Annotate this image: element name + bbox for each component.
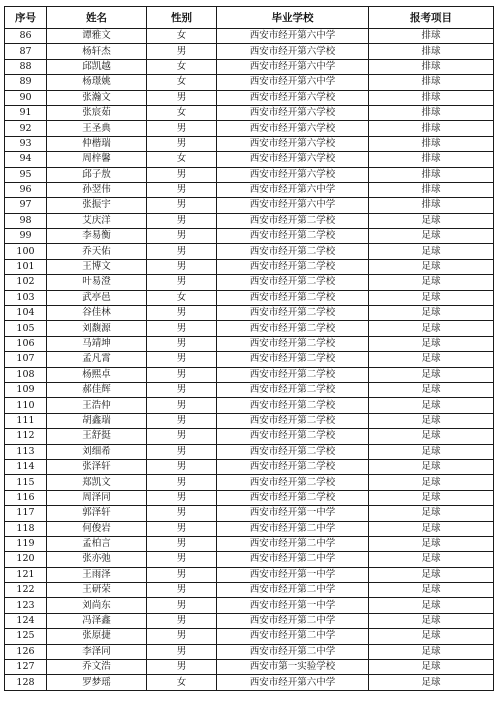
cell-graduation-school: 西安市经开第六中学 [217, 198, 369, 213]
cell-name: 张亦弛 [47, 552, 147, 567]
cell-name: 郝佳辉 [47, 382, 147, 397]
cell-name: 孟凡霄 [47, 352, 147, 367]
table-row [5, 75, 494, 90]
cell-serial-number: 125 [5, 629, 47, 644]
cell-exam-item: 足球 [369, 229, 494, 244]
cell-gender: 男 [147, 275, 217, 290]
cell-gender: 男 [147, 490, 217, 505]
cell-gender: 男 [147, 382, 217, 397]
cell-name: 郑凯文 [47, 475, 147, 490]
cell-gender: 男 [147, 244, 217, 259]
cell-name: 马靖坤 [47, 336, 147, 351]
cell-graduation-school: 西安市经开第六学校 [217, 152, 369, 167]
cell-serial-number: 105 [5, 321, 47, 336]
cell-gender: 女 [147, 675, 217, 690]
cell-name: 张泽轩 [47, 459, 147, 474]
cell-exam-item: 排球 [369, 182, 494, 197]
table-row [5, 306, 494, 321]
cell-gender: 男 [147, 352, 217, 367]
cell-exam-item: 足球 [369, 613, 494, 628]
cell-graduation-school: 西安市经开第二中学 [217, 552, 369, 567]
table-row [5, 275, 494, 290]
cell-graduation-school: 西安市经开第二学校 [217, 306, 369, 321]
cell-serial-number: 107 [5, 352, 47, 367]
cell-name: 王博文 [47, 259, 147, 274]
table-row [5, 90, 494, 105]
cell-name: 刘尚东 [47, 598, 147, 613]
table-row [5, 675, 494, 690]
cell-serial-number: 123 [5, 598, 47, 613]
cell-exam-item: 排球 [369, 90, 494, 105]
cell-gender: 男 [147, 413, 217, 428]
cell-serial-number: 96 [5, 182, 47, 197]
cell-name: 张宸茹 [47, 105, 147, 120]
cell-exam-item: 排球 [369, 29, 494, 44]
cell-graduation-school: 西安市经开第二学校 [217, 367, 369, 382]
table-row [5, 459, 494, 474]
cell-serial-number: 91 [5, 105, 47, 120]
cell-name: 冯泽鑫 [47, 613, 147, 628]
table-row [5, 644, 494, 659]
cell-gender: 女 [147, 290, 217, 305]
cell-gender: 男 [147, 90, 217, 105]
cell-gender: 男 [147, 459, 217, 474]
cell-serial-number: 101 [5, 259, 47, 274]
table-row [5, 598, 494, 613]
cell-exam-item: 足球 [369, 352, 494, 367]
table-row [5, 213, 494, 228]
table-row [5, 382, 494, 397]
cell-name: 李泽同 [47, 644, 147, 659]
cell-graduation-school: 西安市经开第六学校 [217, 167, 369, 182]
cell-name: 孙翌伟 [47, 182, 147, 197]
cell-gender: 男 [147, 167, 217, 182]
cell-name: 邱子敖 [47, 167, 147, 182]
cell-gender: 男 [147, 398, 217, 413]
table-row [5, 336, 494, 351]
cell-serial-number: 119 [5, 536, 47, 551]
cell-serial-number: 114 [5, 459, 47, 474]
table-row [5, 629, 494, 644]
cell-serial-number: 104 [5, 306, 47, 321]
cell-serial-number: 95 [5, 167, 47, 182]
table-row [5, 152, 494, 167]
cell-gender: 男 [147, 259, 217, 274]
cell-gender: 男 [147, 429, 217, 444]
table-row [5, 444, 494, 459]
cell-serial-number: 103 [5, 290, 47, 305]
cell-exam-item: 足球 [369, 306, 494, 321]
cell-gender: 男 [147, 367, 217, 382]
cell-exam-item: 足球 [369, 444, 494, 459]
cell-graduation-school: 西安市经开第二学校 [217, 290, 369, 305]
table-row [5, 583, 494, 598]
cell-gender: 男 [147, 629, 217, 644]
cell-gender: 男 [147, 121, 217, 136]
table-row [5, 475, 494, 490]
cell-graduation-school: 西安市经开第六学校 [217, 90, 369, 105]
cell-exam-item: 足球 [369, 629, 494, 644]
cell-gender: 女 [147, 59, 217, 74]
cell-name: 李易衡 [47, 229, 147, 244]
cell-name: 张瀚文 [47, 90, 147, 105]
cell-name: 王圣典 [47, 121, 147, 136]
cell-name: 张原捷 [47, 629, 147, 644]
cell-graduation-school: 西安市经开第二学校 [217, 259, 369, 274]
cell-serial-number: 127 [5, 660, 47, 675]
cell-graduation-school: 西安市经开第二学校 [217, 398, 369, 413]
cell-name: 周梓馨 [47, 152, 147, 167]
cell-exam-item: 足球 [369, 382, 494, 397]
cell-exam-item: 足球 [369, 644, 494, 659]
cell-name: 谭雅文 [47, 29, 147, 44]
cell-gender: 女 [147, 152, 217, 167]
cell-exam-item: 足球 [369, 490, 494, 505]
table-row [5, 290, 494, 305]
table-row [5, 536, 494, 551]
cell-exam-item: 足球 [369, 459, 494, 474]
cell-gender: 男 [147, 552, 217, 567]
cell-serial-number: 118 [5, 521, 47, 536]
cell-graduation-school: 西安市经开第六学校 [217, 121, 369, 136]
table-row [5, 244, 494, 259]
table-row [5, 182, 494, 197]
cell-graduation-school: 西安市经开第一中学 [217, 598, 369, 613]
cell-serial-number: 113 [5, 444, 47, 459]
cell-name: 周泽同 [47, 490, 147, 505]
cell-serial-number: 122 [5, 583, 47, 598]
cell-gender: 男 [147, 444, 217, 459]
cell-exam-item: 足球 [369, 244, 494, 259]
header-graduation-school: 毕业学校 [217, 7, 369, 29]
cell-name: 王研荣 [47, 583, 147, 598]
cell-exam-item: 排球 [369, 152, 494, 167]
table-header [5, 7, 494, 29]
table-row [5, 105, 494, 120]
table-row [5, 521, 494, 536]
table-row [5, 398, 494, 413]
cell-name: 邱凯越 [47, 59, 147, 74]
cell-gender: 男 [147, 44, 217, 59]
cell-exam-item: 足球 [369, 429, 494, 444]
cell-gender: 男 [147, 182, 217, 197]
cell-gender: 女 [147, 75, 217, 90]
cell-exam-item: 排球 [369, 198, 494, 213]
cell-graduation-school: 西安市经开第二中学 [217, 583, 369, 598]
cell-gender: 女 [147, 105, 217, 120]
cell-gender: 男 [147, 213, 217, 228]
cell-exam-item: 足球 [369, 475, 494, 490]
cell-graduation-school: 西安市经开第一中学 [217, 506, 369, 521]
cell-serial-number: 112 [5, 429, 47, 444]
cell-name: 乔天佑 [47, 244, 147, 259]
cell-gender: 男 [147, 136, 217, 151]
cell-graduation-school: 西安市经开第二中学 [217, 521, 369, 536]
cell-serial-number: 108 [5, 367, 47, 382]
cell-gender: 男 [147, 336, 217, 351]
table-row [5, 321, 494, 336]
cell-exam-item: 足球 [369, 259, 494, 274]
cell-graduation-school: 西安市经开第二学校 [217, 321, 369, 336]
cell-exam-item: 排球 [369, 59, 494, 74]
cell-serial-number: 98 [5, 213, 47, 228]
table-row [5, 136, 494, 151]
cell-graduation-school: 西安市经开第二学校 [217, 490, 369, 505]
cell-gender: 男 [147, 475, 217, 490]
cell-serial-number: 110 [5, 398, 47, 413]
cell-graduation-school: 西安市经开第二学校 [217, 459, 369, 474]
cell-name: 杨璟姚 [47, 75, 147, 90]
registration-table [4, 6, 494, 691]
cell-exam-item: 足球 [369, 275, 494, 290]
cell-graduation-school: 西安市经开第六学校 [217, 44, 369, 59]
cell-graduation-school: 西安市经开第六中学 [217, 675, 369, 690]
cell-serial-number: 116 [5, 490, 47, 505]
table-row [5, 552, 494, 567]
cell-name: 刘细希 [47, 444, 147, 459]
table-row [5, 429, 494, 444]
cell-serial-number: 94 [5, 152, 47, 167]
cell-exam-item: 足球 [369, 413, 494, 428]
cell-serial-number: 92 [5, 121, 47, 136]
cell-gender: 男 [147, 321, 217, 336]
cell-gender: 男 [147, 613, 217, 628]
cell-serial-number: 100 [5, 244, 47, 259]
cell-graduation-school: 西安市经开第六中学 [217, 75, 369, 90]
cell-name: 王雨泽 [47, 567, 147, 582]
cell-name: 孟柏言 [47, 536, 147, 551]
table-row [5, 29, 494, 44]
cell-exam-item: 足球 [369, 506, 494, 521]
cell-gender: 男 [147, 521, 217, 536]
cell-exam-item: 排球 [369, 167, 494, 182]
cell-graduation-school: 西安市经开第二学校 [217, 413, 369, 428]
cell-gender: 男 [147, 660, 217, 675]
cell-serial-number: 90 [5, 90, 47, 105]
cell-gender: 男 [147, 583, 217, 598]
cell-serial-number: 88 [5, 59, 47, 74]
table-row [5, 506, 494, 521]
cell-gender: 男 [147, 306, 217, 321]
cell-name: 何俊岩 [47, 521, 147, 536]
cell-exam-item: 足球 [369, 290, 494, 305]
table-row [5, 352, 494, 367]
cell-exam-item: 足球 [369, 521, 494, 536]
cell-serial-number: 97 [5, 198, 47, 213]
cell-graduation-school: 西安市经开第六中学 [217, 29, 369, 44]
table-row [5, 259, 494, 274]
cell-serial-number: 99 [5, 229, 47, 244]
cell-exam-item: 足球 [369, 598, 494, 613]
cell-serial-number: 115 [5, 475, 47, 490]
cell-exam-item: 足球 [369, 336, 494, 351]
cell-serial-number: 126 [5, 644, 47, 659]
cell-exam-item: 足球 [369, 536, 494, 551]
cell-graduation-school: 西安市经开第二中学 [217, 613, 369, 628]
cell-graduation-school: 西安市经开第六中学 [217, 59, 369, 74]
table-row [5, 229, 494, 244]
cell-exam-item: 足球 [369, 398, 494, 413]
cell-name: 罗梦瑶 [47, 675, 147, 690]
cell-exam-item: 足球 [369, 583, 494, 598]
cell-name: 王浩仲 [47, 398, 147, 413]
cell-exam-item: 足球 [369, 552, 494, 567]
table-row [5, 198, 494, 213]
cell-gender: 女 [147, 29, 217, 44]
cell-exam-item: 排球 [369, 105, 494, 120]
cell-graduation-school: 西安市经开第二学校 [217, 275, 369, 290]
table-row [5, 367, 494, 382]
cell-graduation-school: 西安市经开第一中学 [217, 567, 369, 582]
cell-name: 刘馥源 [47, 321, 147, 336]
cell-graduation-school: 西安市经开第二学校 [217, 213, 369, 228]
cell-gender: 男 [147, 567, 217, 582]
cell-gender: 男 [147, 198, 217, 213]
cell-graduation-school: 西安市经开第二学校 [217, 382, 369, 397]
registration-table-sheet [4, 6, 494, 691]
cell-graduation-school: 西安市经开第二学校 [217, 444, 369, 459]
header-exam-item: 报考项目 [369, 7, 494, 29]
cell-serial-number: 120 [5, 552, 47, 567]
table-row [5, 121, 494, 136]
cell-graduation-school: 西安市经开第二学校 [217, 229, 369, 244]
table-row [5, 490, 494, 505]
cell-serial-number: 111 [5, 413, 47, 428]
table-row [5, 413, 494, 428]
cell-graduation-school: 西安市经开第二中学 [217, 536, 369, 551]
cell-name: 王舒挺 [47, 429, 147, 444]
cell-exam-item: 排球 [369, 121, 494, 136]
table-body [5, 29, 494, 691]
cell-graduation-school: 西安市经开第六中学 [217, 182, 369, 197]
table-row [5, 167, 494, 182]
cell-exam-item: 足球 [369, 567, 494, 582]
cell-graduation-school: 西安市经开第二学校 [217, 352, 369, 367]
cell-exam-item: 排球 [369, 44, 494, 59]
cell-name: 张振宇 [47, 198, 147, 213]
cell-exam-item: 足球 [369, 213, 494, 228]
cell-graduation-school: 西安市经开第二中学 [217, 629, 369, 644]
cell-name: 郭泽轩 [47, 506, 147, 521]
cell-serial-number: 89 [5, 75, 47, 90]
cell-exam-item: 足球 [369, 321, 494, 336]
cell-serial-number: 109 [5, 382, 47, 397]
cell-serial-number: 117 [5, 506, 47, 521]
cell-gender: 男 [147, 598, 217, 613]
cell-exam-item: 足球 [369, 367, 494, 382]
cell-name: 叶易澄 [47, 275, 147, 290]
cell-name: 杨熙卓 [47, 367, 147, 382]
cell-graduation-school: 西安市经开第六学校 [217, 105, 369, 120]
table-row [5, 660, 494, 675]
table-row [5, 567, 494, 582]
table-row [5, 59, 494, 74]
cell-graduation-school: 西安市经开第二学校 [217, 244, 369, 259]
cell-serial-number: 87 [5, 44, 47, 59]
cell-graduation-school: 西安市经开第二中学 [217, 644, 369, 659]
cell-graduation-school: 西安市第一实验学校 [217, 660, 369, 675]
cell-serial-number: 93 [5, 136, 47, 151]
cell-name: 胡鑫瑞 [47, 413, 147, 428]
cell-gender: 男 [147, 229, 217, 244]
cell-exam-item: 排球 [369, 136, 494, 151]
table-row [5, 44, 494, 59]
header-name: 姓名 [47, 7, 147, 29]
cell-graduation-school: 西安市经开第六学校 [217, 136, 369, 151]
cell-gender: 男 [147, 536, 217, 551]
cell-name: 艾庆洋 [47, 213, 147, 228]
cell-serial-number: 121 [5, 567, 47, 582]
cell-name: 杨轩杰 [47, 44, 147, 59]
cell-serial-number: 124 [5, 613, 47, 628]
table-row [5, 613, 494, 628]
cell-exam-item: 足球 [369, 675, 494, 690]
cell-serial-number: 86 [5, 29, 47, 44]
cell-name: 武亭邑 [47, 290, 147, 305]
cell-graduation-school: 西安市经开第二学校 [217, 336, 369, 351]
header-row [5, 7, 494, 29]
cell-exam-item: 足球 [369, 660, 494, 675]
cell-graduation-school: 西安市经开第二学校 [217, 475, 369, 490]
cell-graduation-school: 西安市经开第二学校 [217, 429, 369, 444]
header-gender: 性别 [147, 7, 217, 29]
cell-gender: 男 [147, 644, 217, 659]
header-serial-number: 序号 [5, 7, 47, 29]
cell-serial-number: 102 [5, 275, 47, 290]
cell-name: 乔文浩 [47, 660, 147, 675]
cell-gender: 男 [147, 506, 217, 521]
cell-serial-number: 106 [5, 336, 47, 351]
cell-serial-number: 128 [5, 675, 47, 690]
cell-name: 仲楷瑞 [47, 136, 147, 151]
cell-exam-item: 排球 [369, 75, 494, 90]
cell-name: 谷佳林 [47, 306, 147, 321]
